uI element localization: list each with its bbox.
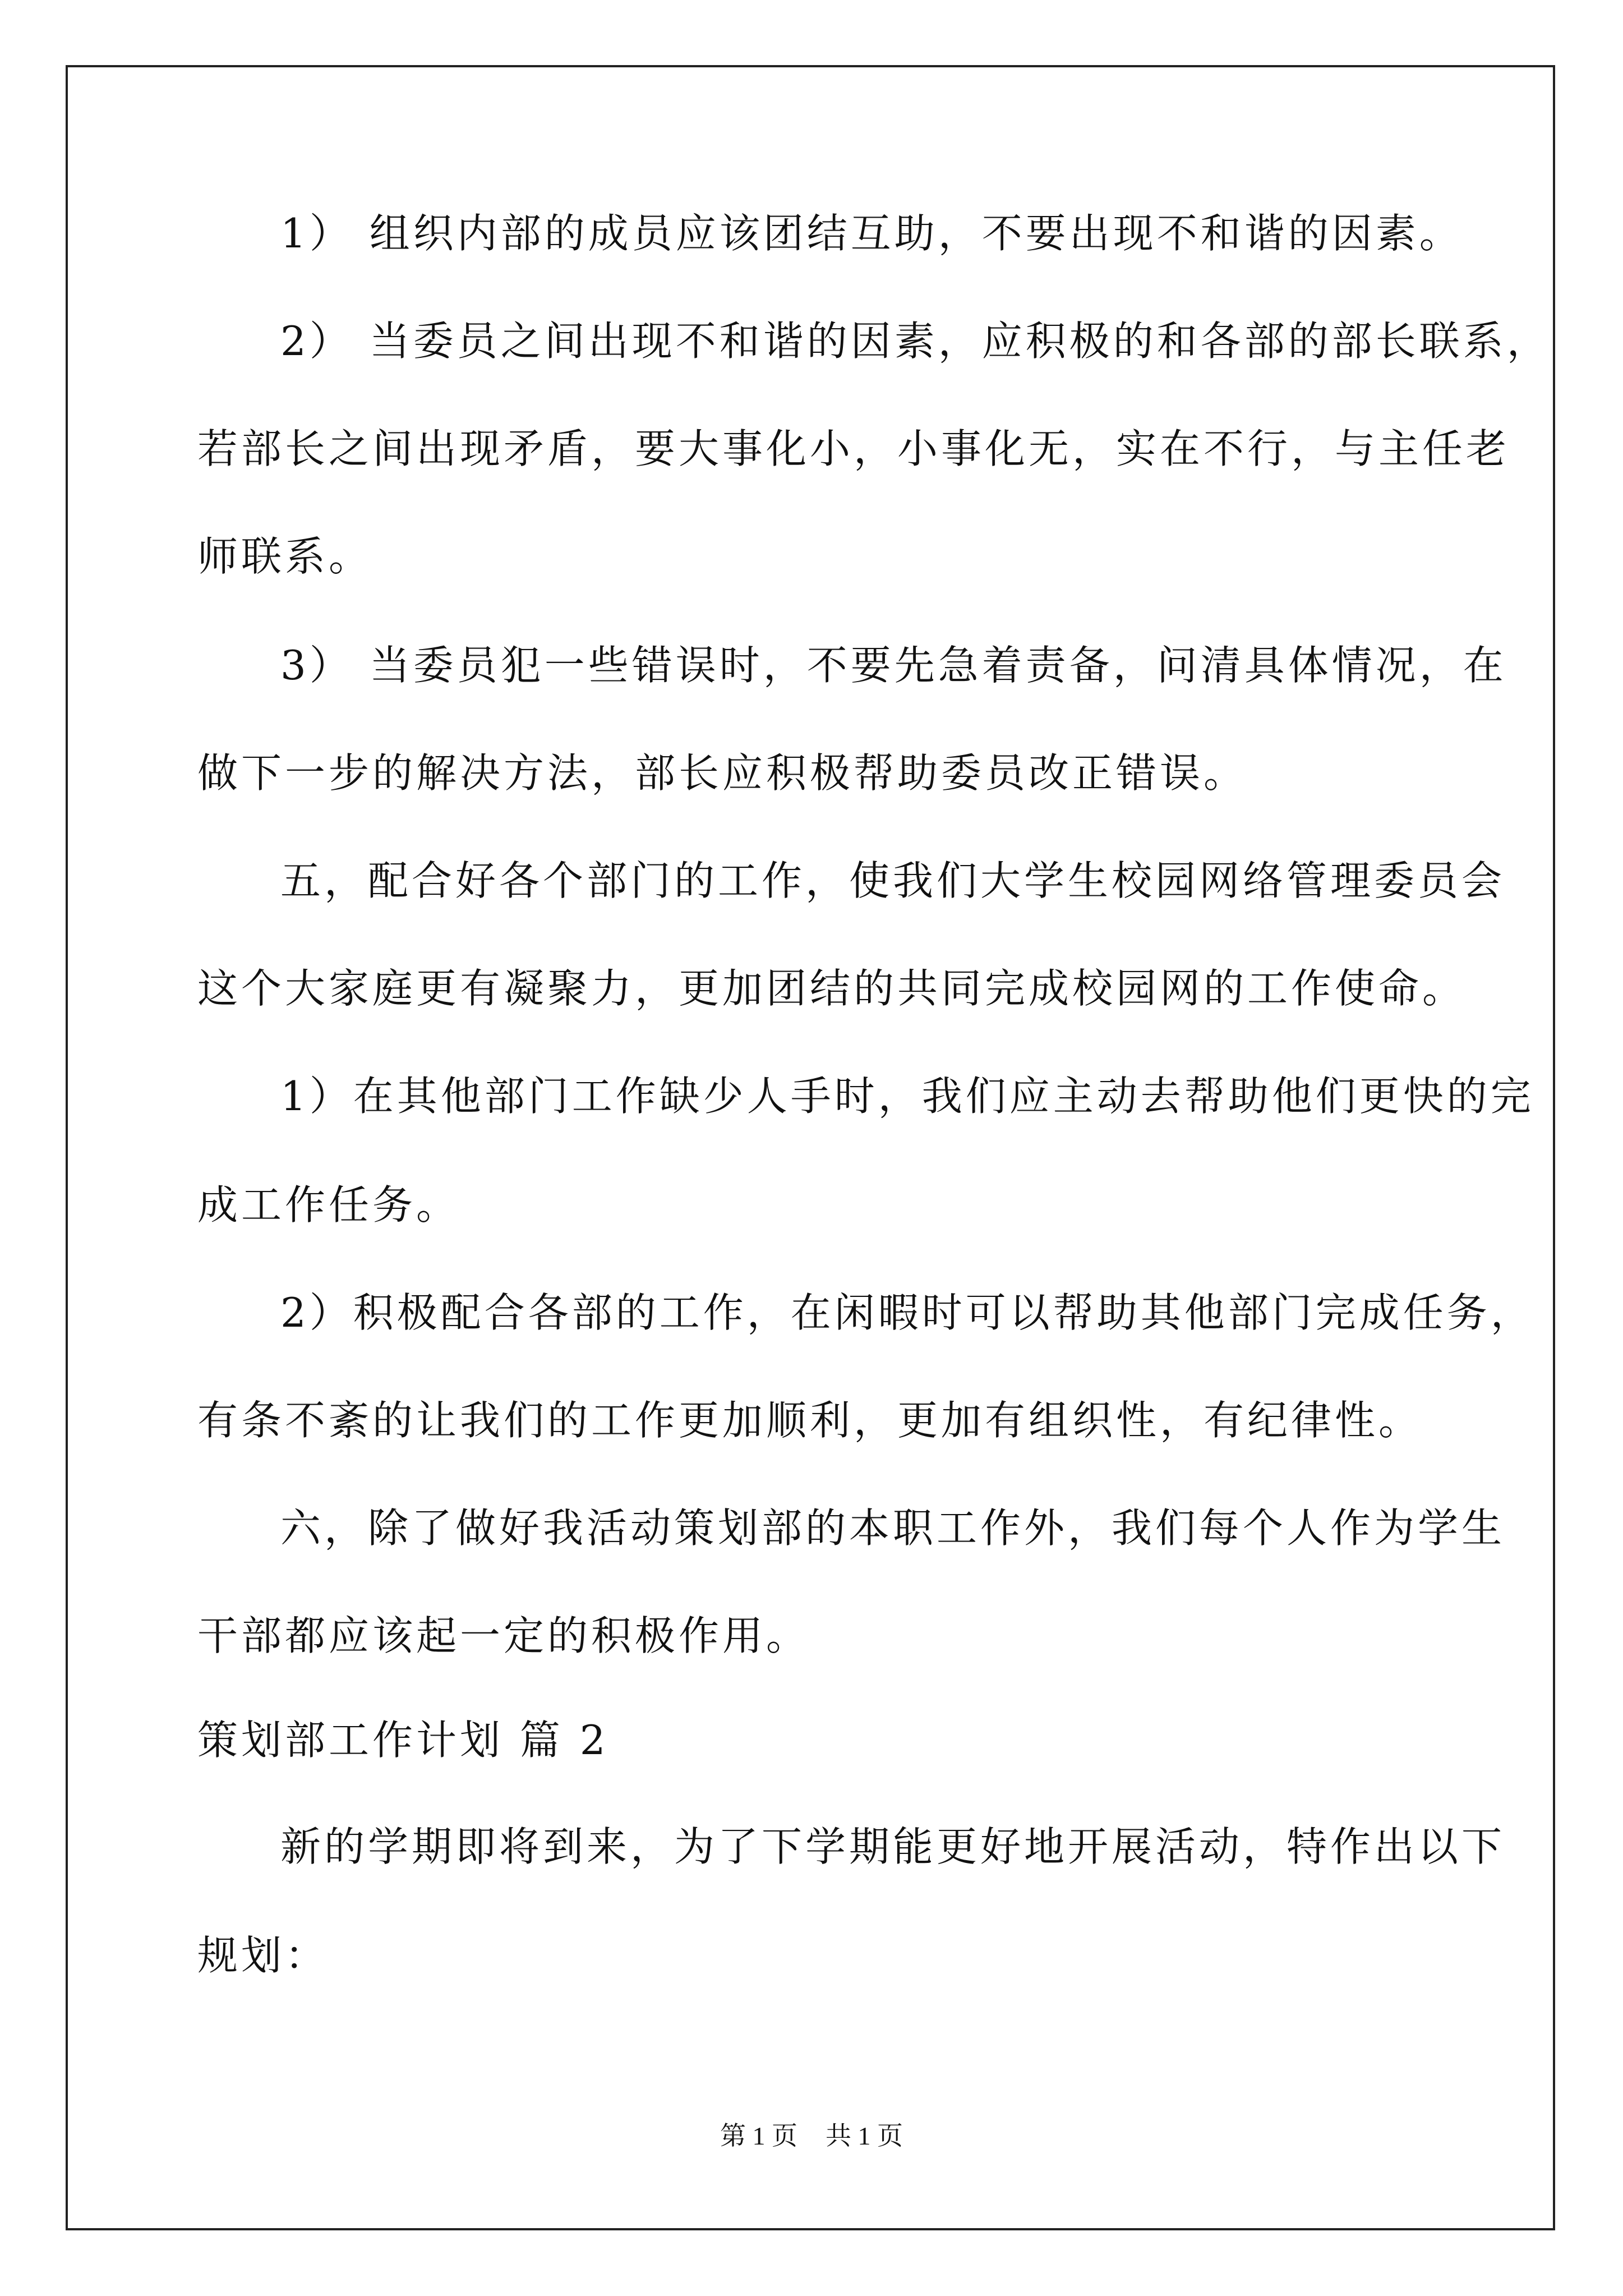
text-line: 3） 当委员犯一些错误时，不要先急着责备，问清具体情况，在	[280, 642, 1507, 689]
text-line: 五，配合好各个部门的工作，使我们大学生校园网络管理委员会	[280, 857, 1506, 904]
text-line: 1） 组织内部的成员应该团结互助，不要出现不和谐的因素。	[280, 210, 1463, 257]
text-line: 师联系。	[197, 533, 373, 580]
text-line: 干部都应该起一定的积极作用。	[197, 1612, 810, 1659]
text-line: 若部长之间出现矛盾，要大事化小，小事化无，实在不行，与主任老	[197, 425, 1510, 472]
text-line: 六，除了做好我活动策划部的本职工作外，我们每个人作为学生	[280, 1504, 1506, 1552]
text-line: 1）在其他部门工作缺少人手时，我们应主动去帮助他们更快的完	[280, 1073, 1534, 1120]
page-footer	[0, 2122, 1623, 2151]
page-total: 共 1 页	[826, 2122, 903, 2150]
text-line: 成工作任务。	[197, 1181, 460, 1228]
section-heading: 策划部工作计划 篇 2	[197, 1717, 609, 1764]
text-line: 2）积极配合各部的工作，在闲暇时可以帮助其他部门完成任务，	[280, 1289, 1534, 1336]
text-line: 做下一步的解决方法，部长应积极帮助委员改正错误。	[197, 749, 1248, 797]
text-line: 规划：	[197, 1932, 329, 1979]
text-line: 这个大家庭更有凝聚力，更加团结的共同完成校园网的工作使命。	[197, 965, 1467, 1012]
text-line: 新的学期即将到来，为了下学期能更好地开展活动，特作出以下	[280, 1823, 1506, 1870]
text-line: 有条不紊的让我们的工作更加顺利，更加有组织性，有纪律性。	[197, 1397, 1423, 1444]
page-number: 第 1 页	[720, 2122, 797, 2150]
text-line: 2） 当委员之间出现不和谐的因素，应积极的和各部的部长联系，	[280, 318, 1551, 365]
page-border	[66, 65, 1555, 2230]
